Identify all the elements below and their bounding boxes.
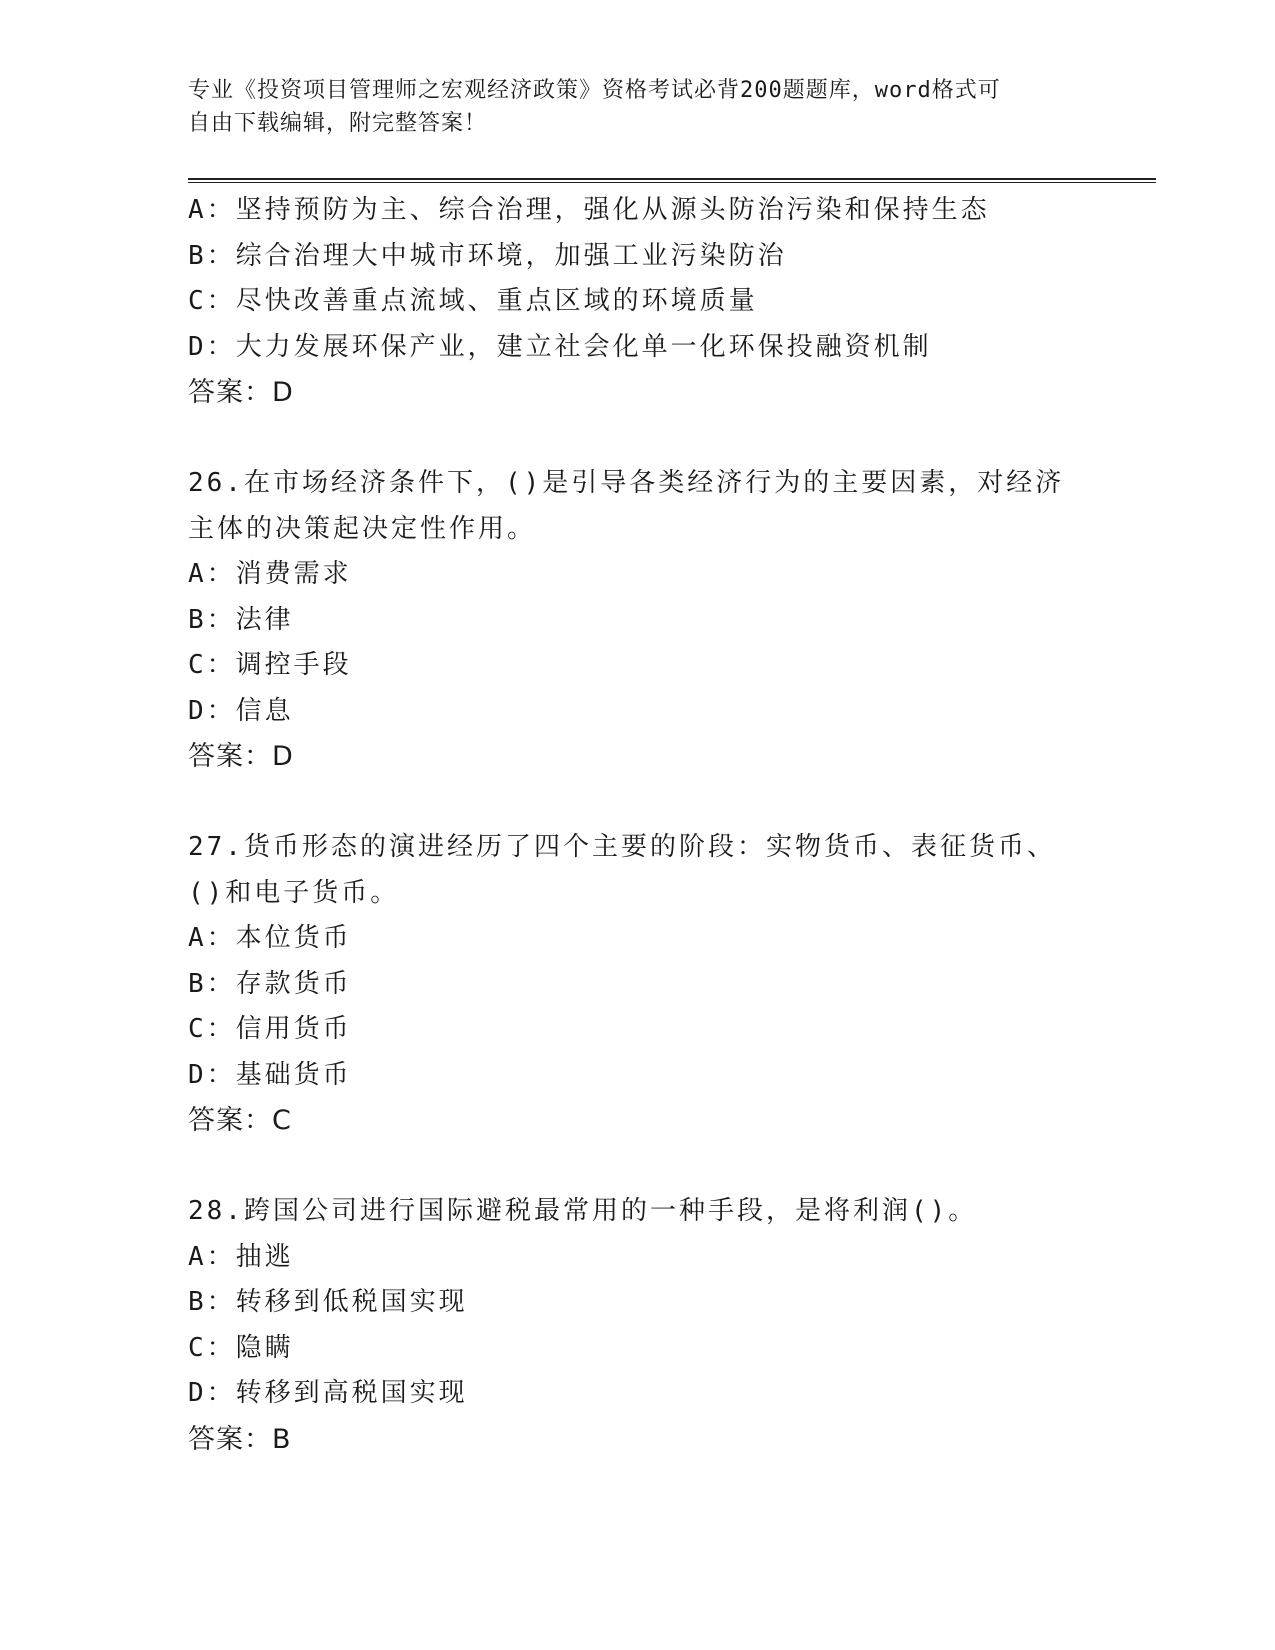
answer: 答案：B: [188, 1423, 292, 1455]
question-28: [188, 1189, 1088, 1462]
question-text: 26.在市场经济条件下，()是引导各类经济行为的主要因素，对经济主体的决策起决定性作用。: [188, 468, 1065, 544]
option-b: B：转移到低税国实现: [188, 1287, 468, 1317]
answer: 答案：D: [188, 377, 294, 408]
header-divider: [188, 178, 1156, 183]
option-c: C：尽快改善重点流域、重点区域的环境质量: [188, 286, 758, 316]
option-b: B：存款货币: [188, 968, 352, 999]
option-c: C：隐瞒: [188, 1332, 294, 1363]
option-a: A：抽逃: [188, 1241, 294, 1272]
option-d: D：信息: [188, 695, 294, 726]
header-line-1: 专业《投资项目管理师之宏观经济政策》资格考试必背200题题库，word格式可: [188, 78, 1001, 103]
question-27: [188, 825, 1088, 1144]
question-25-partial: [188, 188, 1088, 416]
option-a: A：消费需求: [188, 559, 352, 589]
option-d: D：大力发展环保产业，建立社会化单一化环保投融资机制: [188, 331, 932, 362]
question-text: 28.跨国公司进行国际避税最常用的一种手段，是将利润()。: [188, 1196, 978, 1226]
answer: 答案：C: [188, 1105, 292, 1136]
option-b: B：法律: [188, 604, 294, 635]
question-26: [188, 461, 1088, 780]
header-line-2: 自由下载编辑，附完整答案！: [188, 111, 488, 136]
option-a: A：本位货币: [188, 923, 352, 953]
option-b: B：综合治理大中城市环境，加强工业污染防治: [188, 240, 787, 271]
option-c: C：信用货币: [188, 1014, 352, 1044]
option-d: D：转移到高税国实现: [188, 1378, 468, 1408]
question-text: 27.货币形态的演进经历了四个主要的阶段：实物货币、表征货币、()和电子货币。: [188, 832, 1056, 908]
answer: 答案：D: [188, 741, 294, 772]
question-list: [188, 188, 1088, 1462]
option-c: C：调控手段: [188, 650, 352, 680]
document-header: [188, 74, 1088, 140]
option-d: D：基础货币: [188, 1059, 352, 1090]
option-a: A：坚持预防为主、综合治理，强化从源头防治污染和保持生态: [188, 195, 990, 225]
